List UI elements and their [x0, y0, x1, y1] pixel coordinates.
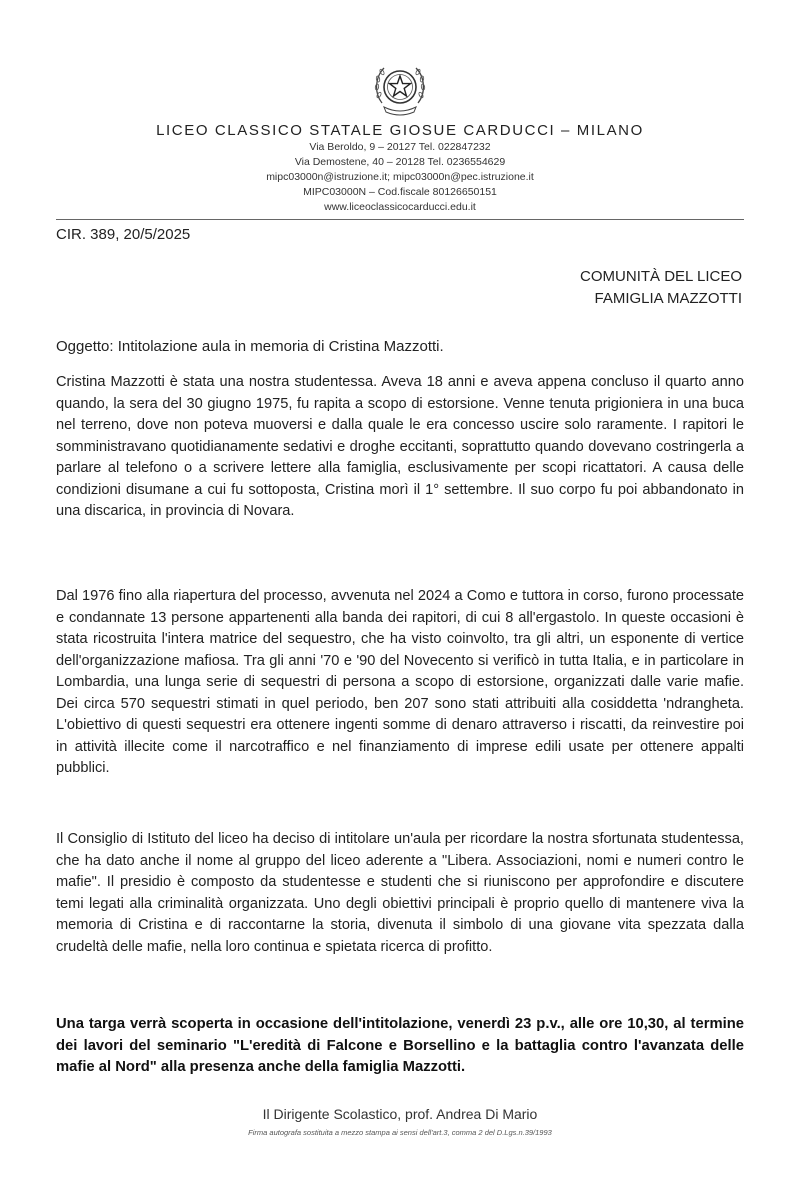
address-line: Via Beroldo, 9 – 20127 Tel. 022847232: [309, 141, 491, 153]
subject-line: Oggetto: Intitolazione aula in memoria di Cristina Mazzotti.: [56, 338, 444, 355]
website-line: www.liceoclassicocarducci.edu.it: [324, 201, 476, 213]
body-paragraph: Il Consiglio di Istituto del liceo ha deciso di intitolare un'aula per ricordare la nostra sfortunata studentessa, che ha dato anche il nome al gruppo del liceo aderente a "Libera. Associazioni, nomi e numeri contro le mafie". Il presidio è composto da studentesse e studenti che si riuniscono per approfondire e discutere temi legati alla criminalità organizzata. Uno degli obiettivi principali è proprio quello di mantenere viva la memoria di Cristina e di raccontarne la storia, divenuta il simbolo di una giovane vita spezzata dalla crudeltà delle mafie, nella loro continua e spietata ricerca di profitto.: [56, 831, 744, 955]
recipient-line: COMUNITÀ DEL LICEO: [580, 268, 742, 285]
address-line: Via Demostene, 40 – 20128 Tel. 0236554629: [294, 156, 506, 168]
italian-republic-emblem-icon: [370, 57, 430, 119]
fiscal-code-line: MIPC03000N – Cod.fiscale 80126650151: [303, 186, 497, 198]
signature: Il Dirigente Scolastico, prof. Andrea Di Mario: [262, 1106, 538, 1122]
school-name: LICEO CLASSICO STATALE GIOSUE CARDUCCI – MILANO: [156, 122, 644, 139]
recipient-line: FAMIGLIA MAZZOTTI: [594, 290, 742, 307]
announcement-paragraph: Una targa verrà scoperta in occasione dell'intitolazione, venerdì 23 p.v., alle ore 10,30, al termine dei lavori del seminario "L'eredità di Falcone e Borsellino e la battaglia contro l'avanzata delle mafie al Nord" alla presenza anche della famiglia Mazzotti.: [56, 1016, 744, 1075]
body-paragraph: Cristina Mazzotti è stata una nostra studentessa. Aveva 18 anni e aveva appena concluso il quarto anno quando, la sera del 30 giugno 1975, fu rapita a scopo di estorsione. Venne tenuta prigioniera in una buca nel terreno, dove non poteva muoversi e dalla quale le era concesso uscire solo raramente. I rapitori le somministravano quotidianamente sedativi e droghe eccitanti, soprattutto quando dovevano costringerla a parlare al telefono o a scrivere lettere alla famiglia, esclusivamente per scopi ricattatori. A causa delle condizioni disumane a cui fu sottoposta, Cristina morì il 1° settembre. Il suo corpo fu poi abbandonato in una discarica, in provincia di Novara.: [56, 374, 744, 519]
body-paragraph: Dal 1976 fino alla riapertura del processo, avvenuta nel 2024 a Como e tuttora in corso, furono processate e condannate 13 persone appartenenti alla banda dei rapitori, di cui 8 all'ergastolo. In queste occasioni è stata ricostruita l'intera matrice del sequestro, che ha visto coinvolto, tra gli altri, un esponente di vertice dell'organizzazione mafiosa. Tra gli anni '70 e '90 del Novecento si verificò in tutta Italia, e in particolare in Lombardia, una lunga serie di sequestri di persona a scopo di estorsione, organizzati dalle varie mafie. Dei circa 570 sequestri stimati in quel periodo, ben 207 sono stati attribuiti alla cosiddetta 'ndrangheta. L'obiettivo di questi sequestri era ottenere ingenti somme di denaro attraverso i riscatti, da reinvestire poi in attività illecite come il narcotraffico e nel finanziamento di imprese edili usate per ottenere appalti pubblici.: [56, 588, 744, 776]
header-divider: [56, 219, 744, 220]
signature-note: Firma autografa sostituita a mezzo stampa ai sensi dell'art.3, comma 2 del D.Lgs.n.39/1993: [248, 1128, 552, 1137]
circular-number: CIR. 389, 20/5/2025: [56, 226, 191, 243]
email-line: mipc03000n@istruzione.it; mipc03000n@pec.istruzione.it: [266, 171, 534, 183]
